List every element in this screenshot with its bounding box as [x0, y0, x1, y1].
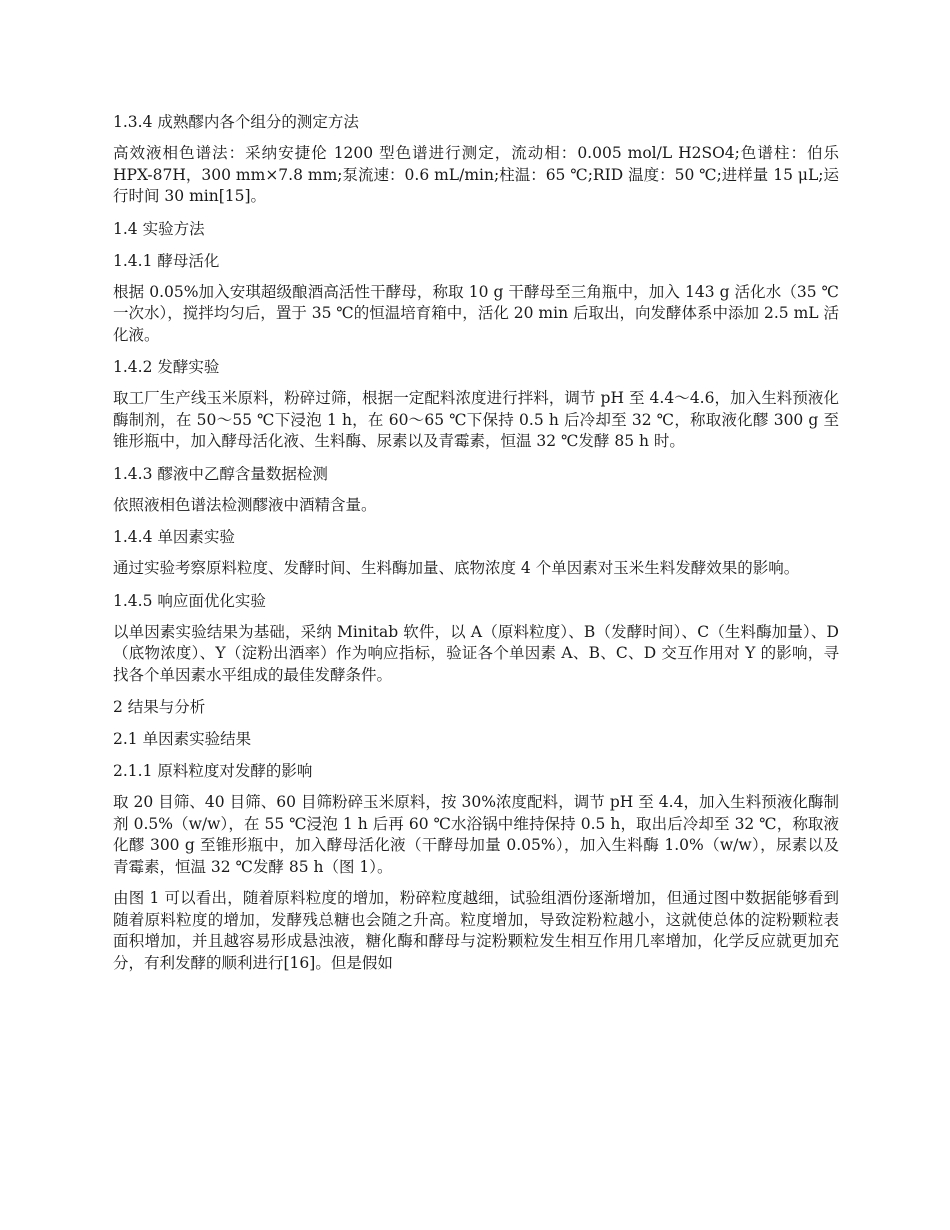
paragraph-hplc-method: 高效液相色谱法：采纳安捷伦 1200 型色谱进行测定，流动相：0.005 mol/L H2SO4;色谱柱：伯乐 HPX-87H，300 mm×7.8 mm;泵流速：0.6 mL/min;柱温：65 ℃;RID 温度：50 ℃;进样量 15 μL;运行时间 30 min[15]。 — [113, 144, 839, 205]
paragraph-fermentation-experiment: 取工厂生产线玉米原料，粉碎过筛，根据一定配料浓度进行拌料，调节 pH 至 4.4～4.6，加入生料预液化酶制剂，在 50～55 ℃下浸泡 1 h，在 60～65 ℃下保持 0.5 h 后冷却至 32 ℃，称取液化醪 300 g 至锥形瓶中，加入酵母活化液、生料酶、尿素以及青霉素，恒温 32 ℃发酵 85 h 时。 — [113, 389, 839, 450]
paragraph-particle-size-analysis: 由图 1 可以看出，随着原料粒度的增加，粉碎粒度越细，试验组酒份逐渐增加，但通过图中数据能够看到随着原料粒度的增加，发酵残总糖也会随之升高。粒度增加，导致淀粉粒越小，这就使总体的淀粉颗粒表面积增加，并且越容易形成悬浊液，糖化酶和酵母与淀粉颗粒发生相互作用几率增加，化学反应就更加充分，有利发酵的顺利进行[16]。但是假如 — [113, 889, 839, 972]
section-heading-1-4-1: 1.4.1 酵母活化 — [113, 251, 220, 270]
paragraph-yeast-activation: 根据 0.05%加入安琪超级酿酒高活性干酵母，称取 10 g 干酵母至三角瓶中，加入 143 g 活化水（35 ℃一次水），搅拌均匀后，置于 35 ℃的恒温培育箱中，活化 20 min 后取出，向发酵体系中添加 2.5 mL 活化液。 — [113, 282, 839, 344]
paragraph-ethanol-detection: 依照液相色谱法检测醪液中酒精含量。 — [113, 495, 377, 514]
section-heading-2-1-1: 2.1.1 原料粒度对发酵的影响 — [113, 762, 313, 780]
section-heading-1-4-2: 1.4.2 发酵实验 — [113, 358, 220, 376]
section-heading-1-4-3: 1.4.3 醪液中乙醇含量数据检测 — [113, 464, 328, 483]
section-heading-2-1: 2.1 单因素实验结果 — [113, 730, 252, 748]
section-heading-1-4-5: 1.4.5 响应面优化实验 — [113, 591, 266, 610]
paragraph-single-factor: 通过实验考察原料粒度、发酵时间、生料酶加量、底物浓度 4 个单因素对玉米生料发酵效果的影响。 — [113, 559, 800, 577]
document-page — [113, 111, 839, 984]
section-heading-1-4: 1.4 实验方法 — [113, 219, 205, 238]
section-heading-1-4-4: 1.4.4 单因素实验 — [113, 528, 235, 546]
section-heading-1-3-4: 1.3.4 成熟醪内各个组分的测定方法 — [113, 113, 359, 131]
paragraph-response-surface: 以单因素实验结果为基础，采纳 Minitab 软件，以 A（原料粒度）、B（发酵时间）、C（生料酶加量）、D（底物浓度）、Y（淀粉出酒率）作为响应指标，验证各个单因素 A、B、C、D 交互作用对 Y 的影响，寻找各个单因素水平组成的最佳发酵条件。 — [113, 622, 839, 684]
paragraph-particle-size-method: 取 20 目筛、40 目筛、60 目筛粉碎玉米原料，按 30%浓度配料，调节 pH 至 4.4，加入生料预液化酶制剂 0.5%（w/w），在 55 ℃浸泡 1 h 后再 60 ℃水浴锅中维持保持 0.5 h，取出后冷却至 32 ℃，称取液化醪 300 g 至锥形瓶中，加入酵母活化液（干酵母加量 0.05%），加入生料酶 1.0%（w/w），尿素以及青霉素，恒温 32 ℃发酵 85 h（图 1）。 — [113, 793, 839, 876]
section-heading-2: 2 结果与分析 — [113, 698, 206, 716]
